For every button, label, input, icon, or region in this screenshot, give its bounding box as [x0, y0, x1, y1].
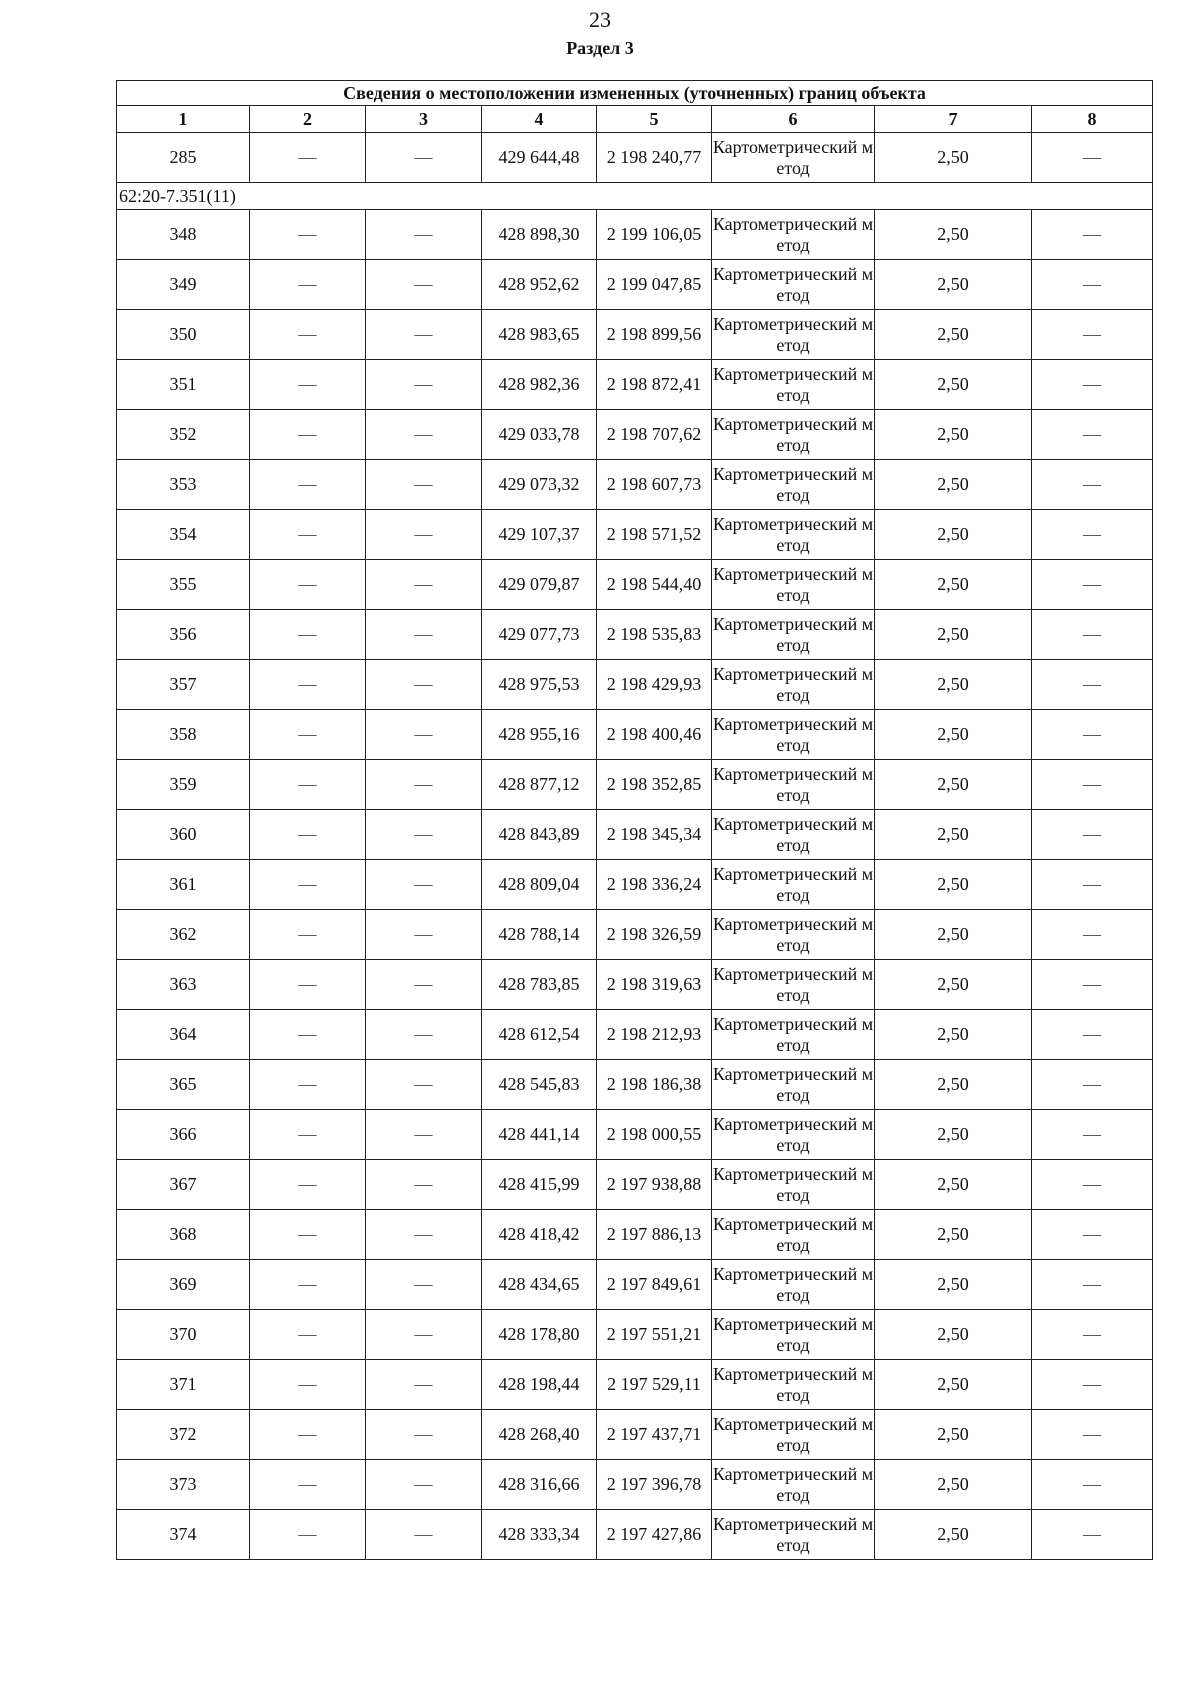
point-number-cell: 359: [117, 760, 250, 810]
method-cell: Картометрический метод: [712, 810, 875, 860]
table-row: [117, 910, 1153, 960]
table-title-row: [117, 81, 1153, 106]
coord-x-old-cell: —: [250, 610, 366, 660]
table-row: [117, 610, 1153, 660]
table-header-row: [117, 106, 1153, 133]
point-number-cell: 361: [117, 860, 250, 910]
coord-y-cell: 2 198 319,63: [597, 960, 712, 1010]
point-number-cell: 351: [117, 360, 250, 410]
description-cell: —: [1032, 1010, 1153, 1060]
coord-x-cell: 429 079,87: [482, 560, 597, 610]
coord-y-old-cell: —: [366, 710, 482, 760]
coord-x-cell: 428 982,36: [482, 360, 597, 410]
table-row: [117, 860, 1153, 910]
description-cell: —: [1032, 1210, 1153, 1260]
column-header: 8: [1032, 106, 1153, 133]
coord-x-old-cell: —: [250, 1460, 366, 1510]
precision-cell: 2,50: [875, 1010, 1032, 1060]
coord-x-old-cell: —: [250, 1110, 366, 1160]
method-cell: Картометрический метод: [712, 1010, 875, 1060]
description-cell: —: [1032, 710, 1153, 760]
coord-y-old-cell: —: [366, 560, 482, 610]
method-cell: Картометрический метод: [712, 1460, 875, 1510]
coord-x-old-cell: —: [250, 460, 366, 510]
coord-x-old-cell: —: [250, 760, 366, 810]
column-header: 4: [482, 106, 597, 133]
coord-y-old-cell: —: [366, 1010, 482, 1060]
coord-y-old-cell: —: [366, 410, 482, 460]
coord-y-cell: 2 198 186,38: [597, 1060, 712, 1110]
coord-x-old-cell: —: [250, 133, 366, 183]
description-cell: —: [1032, 810, 1153, 860]
table-row: [117, 1310, 1153, 1360]
coord-y-cell: 2 197 849,61: [597, 1260, 712, 1310]
coord-y-old-cell: —: [366, 860, 482, 910]
table-row: [117, 760, 1153, 810]
coord-x-old-cell: —: [250, 410, 366, 460]
coord-x-old-cell: —: [250, 260, 366, 310]
description-cell: —: [1032, 1460, 1153, 1510]
description-cell: —: [1032, 860, 1153, 910]
precision-cell: 2,50: [875, 560, 1032, 610]
table-row: [117, 1260, 1153, 1310]
coord-x-cell: 429 033,78: [482, 410, 597, 460]
coord-y-old-cell: —: [366, 1410, 482, 1460]
coord-y-cell: 2 198 707,62: [597, 410, 712, 460]
coord-x-cell: 428 843,89: [482, 810, 597, 860]
point-number-cell: 354: [117, 510, 250, 560]
coord-x-cell: 428 333,34: [482, 1510, 597, 1560]
coord-y-cell: 2 198 352,85: [597, 760, 712, 810]
coord-x-old-cell: —: [250, 560, 366, 610]
table-row: [117, 1110, 1153, 1160]
column-header: 2: [250, 106, 366, 133]
table-row: [117, 360, 1153, 410]
method-cell: Картометрический метод: [712, 210, 875, 260]
table-row: [117, 710, 1153, 760]
coord-y-cell: 2 198 345,34: [597, 810, 712, 860]
coord-y-old-cell: —: [366, 1510, 482, 1560]
precision-cell: 2,50: [875, 460, 1032, 510]
table-row: [117, 310, 1153, 360]
precision-cell: 2,50: [875, 310, 1032, 360]
precision-cell: 2,50: [875, 1060, 1032, 1110]
coord-y-cell: 2 198 240,77: [597, 133, 712, 183]
coord-y-old-cell: —: [366, 1260, 482, 1310]
coord-y-cell: 2 198 429,93: [597, 660, 712, 710]
table-row: [117, 260, 1153, 310]
coord-x-old-cell: —: [250, 1360, 366, 1410]
coord-y-cell: 2 198 000,55: [597, 1110, 712, 1160]
table-row: [117, 410, 1153, 460]
method-cell: Картометрический метод: [712, 710, 875, 760]
coord-x-cell: 428 198,44: [482, 1360, 597, 1410]
table-row: [117, 1210, 1153, 1260]
table-row: [117, 560, 1153, 610]
coord-y-old-cell: —: [366, 310, 482, 360]
column-header: 5: [597, 106, 712, 133]
table-row: [117, 1010, 1153, 1060]
description-cell: —: [1032, 310, 1153, 360]
description-cell: —: [1032, 1060, 1153, 1110]
method-cell: Картометрический метод: [712, 133, 875, 183]
coord-y-old-cell: —: [366, 460, 482, 510]
table-row: [117, 510, 1153, 560]
precision-cell: 2,50: [875, 1360, 1032, 1410]
method-cell: Картометрический метод: [712, 860, 875, 910]
coord-y-cell: 2 197 427,86: [597, 1510, 712, 1560]
description-cell: —: [1032, 360, 1153, 410]
group-row: [117, 183, 1153, 210]
method-cell: Картометрический метод: [712, 910, 875, 960]
coord-y-cell: 2 197 938,88: [597, 1160, 712, 1210]
point-number-cell: 373: [117, 1460, 250, 1510]
precision-cell: 2,50: [875, 760, 1032, 810]
table-row: [117, 660, 1153, 710]
description-cell: —: [1032, 1160, 1153, 1210]
precision-cell: 2,50: [875, 1510, 1032, 1560]
coord-y-old-cell: —: [366, 133, 482, 183]
coord-x-old-cell: —: [250, 910, 366, 960]
method-cell: Картометрический метод: [712, 1260, 875, 1310]
coord-y-cell: 2 198 336,24: [597, 860, 712, 910]
coord-y-old-cell: —: [366, 360, 482, 410]
point-number-cell: 367: [117, 1160, 250, 1210]
coord-y-old-cell: —: [366, 1360, 482, 1410]
column-header: 7: [875, 106, 1032, 133]
precision-cell: 2,50: [875, 1460, 1032, 1510]
point-number-cell: 350: [117, 310, 250, 360]
table-row: [117, 210, 1153, 260]
coord-x-old-cell: —: [250, 710, 366, 760]
coord-y-old-cell: —: [366, 910, 482, 960]
description-cell: —: [1032, 760, 1153, 810]
precision-cell: 2,50: [875, 260, 1032, 310]
coord-x-cell: 428 983,65: [482, 310, 597, 360]
coord-x-old-cell: —: [250, 960, 366, 1010]
coord-x-old-cell: —: [250, 310, 366, 360]
point-number-cell: 362: [117, 910, 250, 960]
coord-y-old-cell: —: [366, 260, 482, 310]
precision-cell: 2,50: [875, 1110, 1032, 1160]
coord-y-old-cell: —: [366, 1460, 482, 1510]
coord-y-old-cell: —: [366, 960, 482, 1010]
table-row: [117, 810, 1153, 860]
coord-y-cell: 2 198 544,40: [597, 560, 712, 610]
precision-cell: 2,50: [875, 1310, 1032, 1360]
coord-x-cell: 428 975,53: [482, 660, 597, 710]
method-cell: Картометрический метод: [712, 510, 875, 560]
coord-x-cell: 428 612,54: [482, 1010, 597, 1060]
table-row: [117, 1410, 1153, 1460]
boundary-coordinates-table: [116, 80, 1153, 1560]
method-cell: Картометрический метод: [712, 310, 875, 360]
description-cell: —: [1032, 660, 1153, 710]
coord-x-cell: 428 545,83: [482, 1060, 597, 1110]
description-cell: —: [1032, 960, 1153, 1010]
coord-x-cell: 428 178,80: [482, 1310, 597, 1360]
method-cell: Картометрический метод: [712, 1060, 875, 1110]
coord-y-cell: 2 199 106,05: [597, 210, 712, 260]
precision-cell: 2,50: [875, 1160, 1032, 1210]
coord-x-cell: 428 877,12: [482, 760, 597, 810]
precision-cell: 2,50: [875, 610, 1032, 660]
point-number-cell: 364: [117, 1010, 250, 1060]
coord-y-old-cell: —: [366, 610, 482, 660]
point-number-cell: 371: [117, 1360, 250, 1410]
precision-cell: 2,50: [875, 410, 1032, 460]
description-cell: —: [1032, 610, 1153, 660]
method-cell: Картометрический метод: [712, 410, 875, 460]
page-number: 23: [589, 7, 611, 32]
group-label: 62:20-7.351(11): [117, 183, 1153, 210]
coord-x-old-cell: —: [250, 860, 366, 910]
coord-y-old-cell: —: [366, 810, 482, 860]
description-cell: —: [1032, 560, 1153, 610]
coord-x-old-cell: —: [250, 1410, 366, 1460]
point-number-cell: 349: [117, 260, 250, 310]
description-cell: —: [1032, 910, 1153, 960]
precision-cell: 2,50: [875, 510, 1032, 560]
precision-cell: 2,50: [875, 910, 1032, 960]
precision-cell: 2,50: [875, 810, 1032, 860]
coord-y-old-cell: —: [366, 210, 482, 260]
point-number-cell: 356: [117, 610, 250, 660]
description-cell: —: [1032, 210, 1153, 260]
precision-cell: 2,50: [875, 1260, 1032, 1310]
coord-y-cell: 2 198 872,41: [597, 360, 712, 410]
method-cell: Картометрический метод: [712, 1510, 875, 1560]
description-cell: —: [1032, 1510, 1153, 1560]
coord-x-cell: 428 783,85: [482, 960, 597, 1010]
point-number-cell: 372: [117, 1410, 250, 1460]
coord-y-cell: 2 198 571,52: [597, 510, 712, 560]
method-cell: Картометрический метод: [712, 660, 875, 710]
coord-x-old-cell: —: [250, 1060, 366, 1110]
table-row: [117, 1060, 1153, 1110]
precision-cell: 2,50: [875, 1210, 1032, 1260]
coord-x-cell: 428 952,62: [482, 260, 597, 310]
coord-x-cell: 428 809,04: [482, 860, 597, 910]
method-cell: Картометрический метод: [712, 560, 875, 610]
column-header: 6: [712, 106, 875, 133]
point-number-cell: 352: [117, 410, 250, 460]
coord-x-cell: 429 077,73: [482, 610, 597, 660]
coord-x-old-cell: —: [250, 210, 366, 260]
point-number-cell: 285: [117, 133, 250, 183]
point-number-cell: 370: [117, 1310, 250, 1360]
point-number-cell: 358: [117, 710, 250, 760]
coord-x-old-cell: —: [250, 810, 366, 860]
coord-y-cell: 2 197 396,78: [597, 1460, 712, 1510]
description-cell: —: [1032, 1110, 1153, 1160]
method-cell: Картометрический метод: [712, 1310, 875, 1360]
coord-y-cell: 2 198 899,56: [597, 310, 712, 360]
method-cell: Картометрический метод: [712, 1110, 875, 1160]
coord-y-old-cell: —: [366, 510, 482, 560]
method-cell: Картометрический метод: [712, 460, 875, 510]
precision-cell: 2,50: [875, 860, 1032, 910]
coord-y-cell: 2 198 326,59: [597, 910, 712, 960]
coord-x-old-cell: —: [250, 1160, 366, 1210]
coord-y-cell: 2 199 047,85: [597, 260, 712, 310]
coord-y-old-cell: —: [366, 1110, 482, 1160]
description-cell: —: [1032, 260, 1153, 310]
method-cell: Картометрический метод: [712, 1360, 875, 1410]
point-number-cell: 357: [117, 660, 250, 710]
point-number-cell: 363: [117, 960, 250, 1010]
method-cell: Картометрический метод: [712, 1410, 875, 1460]
coord-y-old-cell: —: [366, 1060, 482, 1110]
column-header: 3: [366, 106, 482, 133]
coord-x-old-cell: —: [250, 1510, 366, 1560]
coord-y-old-cell: —: [366, 1210, 482, 1260]
coord-x-old-cell: —: [250, 1260, 366, 1310]
table-row: [117, 460, 1153, 510]
point-number-cell: 365: [117, 1060, 250, 1110]
point-number-cell: 360: [117, 810, 250, 860]
coord-x-cell: 429 644,48: [482, 133, 597, 183]
description-cell: —: [1032, 1310, 1153, 1360]
description-cell: —: [1032, 1360, 1153, 1410]
coord-x-cell: 428 788,14: [482, 910, 597, 960]
table-row: [117, 1160, 1153, 1210]
coord-x-cell: 428 316,66: [482, 1460, 597, 1510]
coord-y-cell: 2 198 535,83: [597, 610, 712, 660]
description-cell: —: [1032, 410, 1153, 460]
point-number-cell: 353: [117, 460, 250, 510]
coord-y-cell: 2 197 437,71: [597, 1410, 712, 1460]
description-cell: —: [1032, 510, 1153, 560]
method-cell: Картометрический метод: [712, 1210, 875, 1260]
coord-x-cell: 428 955,16: [482, 710, 597, 760]
coord-y-old-cell: —: [366, 760, 482, 810]
method-cell: Картометрический метод: [712, 960, 875, 1010]
coord-y-cell: 2 197 551,21: [597, 1310, 712, 1360]
table-row: [117, 1510, 1153, 1560]
coord-x-cell: 429 073,32: [482, 460, 597, 510]
table-row: [117, 133, 1153, 183]
description-cell: —: [1032, 1410, 1153, 1460]
precision-cell: 2,50: [875, 210, 1032, 260]
precision-cell: 2,50: [875, 133, 1032, 183]
coord-x-old-cell: —: [250, 1010, 366, 1060]
column-header: 1: [117, 106, 250, 133]
coord-y-cell: 2 197 529,11: [597, 1360, 712, 1410]
coord-y-cell: 2 198 607,73: [597, 460, 712, 510]
point-number-cell: 348: [117, 210, 250, 260]
table-title: Сведения о местоположении измененных (уточненных) границ объекта: [117, 81, 1153, 106]
coord-y-cell: 2 197 886,13: [597, 1210, 712, 1260]
method-cell: Картометрический метод: [712, 760, 875, 810]
method-cell: Картометрический метод: [712, 260, 875, 310]
table-row: [117, 960, 1153, 1010]
precision-cell: 2,50: [875, 360, 1032, 410]
coord-y-old-cell: —: [366, 660, 482, 710]
description-cell: —: [1032, 1260, 1153, 1310]
method-cell: Картометрический метод: [712, 1160, 875, 1210]
coord-x-cell: 429 107,37: [482, 510, 597, 560]
coord-y-old-cell: —: [366, 1160, 482, 1210]
coord-x-cell: 428 415,99: [482, 1160, 597, 1210]
coord-x-cell: 428 418,42: [482, 1210, 597, 1260]
precision-cell: 2,50: [875, 710, 1032, 760]
coord-x-cell: 428 441,14: [482, 1110, 597, 1160]
coord-x-cell: 428 434,65: [482, 1260, 597, 1310]
point-number-cell: 368: [117, 1210, 250, 1260]
section-title: Раздел 3: [566, 38, 634, 58]
coord-y-cell: 2 198 400,46: [597, 710, 712, 760]
table-row: [117, 1460, 1153, 1510]
coord-x-cell: 428 268,40: [482, 1410, 597, 1460]
precision-cell: 2,50: [875, 1410, 1032, 1460]
method-cell: Картометрический метод: [712, 360, 875, 410]
coord-x-old-cell: —: [250, 510, 366, 560]
coord-x-old-cell: —: [250, 360, 366, 410]
coord-x-old-cell: —: [250, 1210, 366, 1260]
point-number-cell: 374: [117, 1510, 250, 1560]
coord-x-old-cell: —: [250, 1310, 366, 1360]
precision-cell: 2,50: [875, 960, 1032, 1010]
description-cell: —: [1032, 133, 1153, 183]
point-number-cell: 369: [117, 1260, 250, 1310]
description-cell: —: [1032, 460, 1153, 510]
coord-x-cell: 428 898,30: [482, 210, 597, 260]
table-row: [117, 1360, 1153, 1410]
precision-cell: 2,50: [875, 660, 1032, 710]
method-cell: Картометрический метод: [712, 610, 875, 660]
point-number-cell: 355: [117, 560, 250, 610]
table-body: [117, 133, 1153, 1560]
point-number-cell: 366: [117, 1110, 250, 1160]
coord-x-old-cell: —: [250, 660, 366, 710]
coord-y-cell: 2 198 212,93: [597, 1010, 712, 1060]
coord-y-old-cell: —: [366, 1310, 482, 1360]
